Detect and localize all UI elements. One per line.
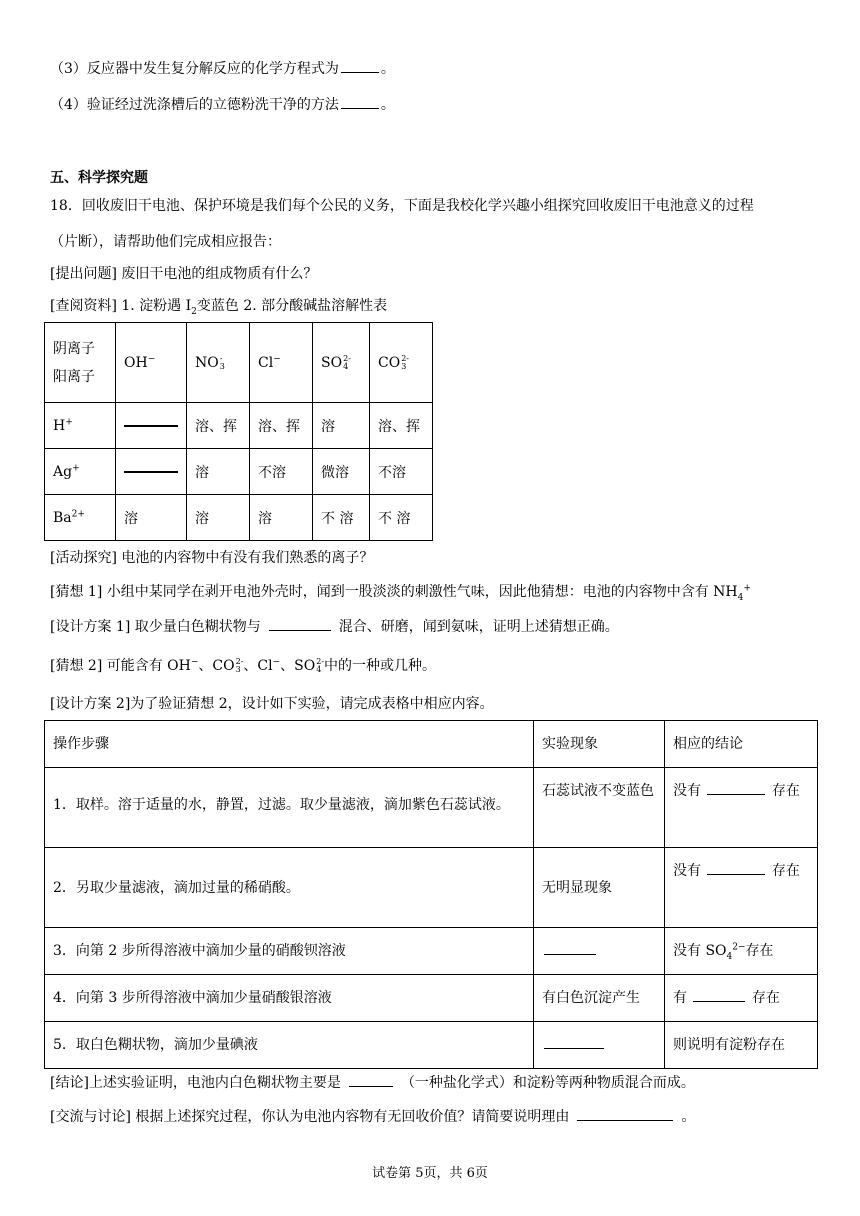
answer-blank[interactable]	[693, 987, 745, 1002]
exp-header: 操作步骤 实验现象 相应的结论	[45, 721, 818, 768]
answer-blank[interactable]	[544, 1034, 604, 1049]
section-title: 五、科学探究题	[50, 170, 148, 186]
q18-question: [提出问题] 废旧干电池的组成物质有什么？	[50, 266, 318, 282]
exp-row-3: 3．向第 2 步所得溶液中滴加少量的硝酸钡溶液 没有 $SO_4^{2-}$存在	[45, 928, 818, 975]
q18-line1: 18．回收废旧干电池、保护环境是我们每个公民的义务，下面是我校化学兴趣小组探究回收废旧干电池意义的过程	[50, 198, 754, 214]
no-data-dash	[124, 425, 178, 427]
question-3: （3）反应器中发生复分解反应的化学方程式为 。	[50, 58, 395, 79]
answer-blank[interactable]	[269, 616, 331, 631]
guess-1: [猜想 1] 小组中某同学在剥开电池外壳时，闻到一股淡淡的刺激性气味，因此他猜想：电池的内容物中含有 $NH_4^+$	[50, 583, 751, 603]
conclusion: [结论]上述实验证明，电池内白色糊状物主要是 （一种盐化学式）和淀粉等两种物质混合而成。	[50, 1072, 695, 1093]
answer-blank[interactable]	[349, 1072, 393, 1087]
row-ba: $Ba^{2+}$ 溶 溶 溶 不 溶 不 溶	[45, 495, 433, 541]
exp-row-5: 5．取白色糊状物，滴加少量碘液 则说明有淀粉存在	[45, 1022, 818, 1069]
answer-blank[interactable]	[577, 1106, 673, 1121]
exp-row-2: 2．另取少量滤液，滴加过量的稀硝酸。 无明显现象 没有 存在	[45, 848, 818, 928]
exp-row-4: 4．向第 3 步所得溶液中滴加少量硝酸银溶液 有白色沉淀产生 有 存在	[45, 975, 818, 1022]
answer-blank[interactable]	[707, 780, 765, 795]
col-co3: CO 2- 3	[370, 323, 433, 403]
header-corner: 阴离子 阳离子	[45, 323, 116, 403]
experiment-table	[44, 720, 818, 1069]
design-2: [设计方案 2]为了验证猜想 2，设计如下实验，请完成表格中相应内容。	[50, 696, 494, 712]
col-no3: NO - 3	[187, 323, 250, 403]
guess-2: [猜想 2] 可能含有 OH−、CO 2- 3 、Cl−、SO 2- 4 中的一种或几种。	[50, 657, 437, 674]
activity: [活动探究] 电池的内容物中有没有我们熟悉的离子？	[50, 550, 374, 566]
question-4: （4）验证经过洗涤槽后的立德粉洗干净的方法 。	[50, 94, 395, 115]
solubility-table	[44, 322, 433, 541]
answer-blank[interactable]	[341, 58, 379, 73]
design-1: [设计方案 1] 取少量白色糊状物与 混合、研磨，闻到氨味，证明上述猜想正确。	[50, 616, 619, 637]
answer-blank[interactable]	[707, 860, 765, 875]
answer-blank[interactable]	[341, 94, 379, 109]
col-so4: SO 2- 4	[313, 323, 370, 403]
col-cl: Cl−	[250, 323, 313, 403]
q18-reference: [查阅资料] 1. 淀粉遇 $I_2$变蓝色 2. 部分酸碱盐溶解性表	[50, 298, 388, 317]
page-footer: 试卷第 5页，共 6页	[372, 1166, 488, 1181]
row-h: H+ 溶、挥 溶、挥 溶 溶、挥	[45, 403, 433, 449]
exp-row-1: 1．取样。溶于适量的水，静置，过滤。取少量滤液，滴加紫色石蕊试液。 石蕊试液不变蓝色 没有 存在	[45, 768, 818, 848]
answer-blank[interactable]	[544, 940, 596, 955]
row-ag: Ag+ 溶 不溶 微溶 不溶	[45, 449, 433, 495]
discussion: [交流与讨论] 根据上述探究过程，你认为电池内容物有无回收价值？请简要说明理由 。	[50, 1106, 695, 1127]
q18-line2: （片断），请帮助他们完成相应报告：	[50, 234, 281, 250]
no-data-dash	[124, 471, 178, 473]
col-oh: OH−	[116, 323, 187, 403]
